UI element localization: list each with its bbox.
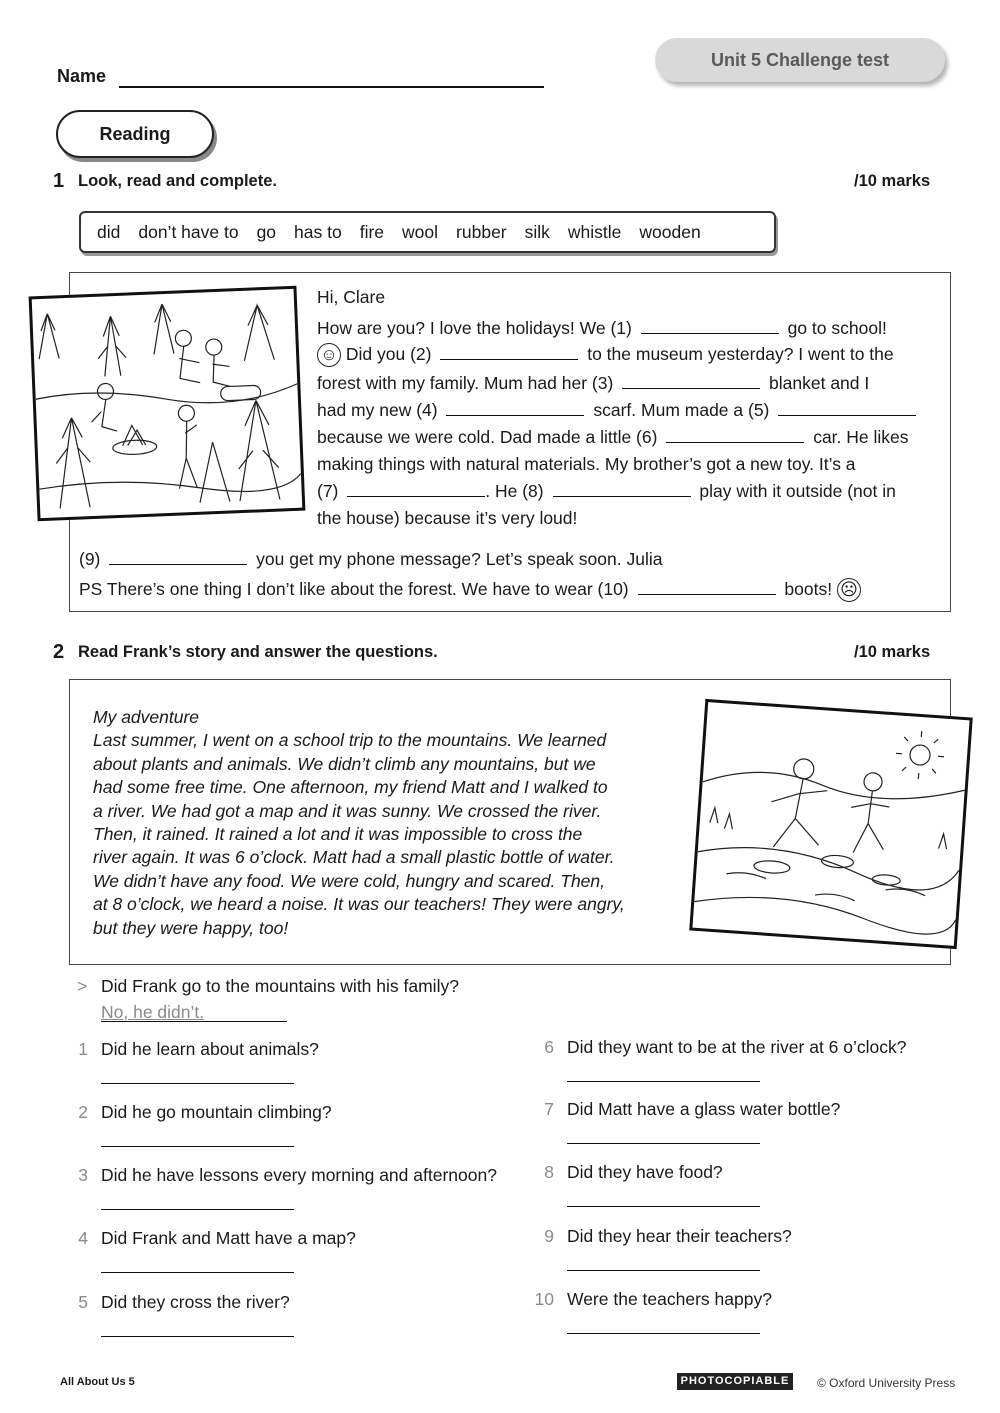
letter-line-6: making things with natural materials. My brother’s got a new toy. It’s a	[317, 454, 856, 474]
letter-line-2	[317, 341, 894, 368]
letter-text: Did you (2)	[345, 344, 432, 364]
letter-text: (9)	[79, 549, 101, 569]
answer-line-q3[interactable]	[101, 1209, 294, 1210]
answer-blank-3[interactable]	[622, 371, 760, 389]
reading-section-label: Reading	[56, 110, 214, 158]
letter-text: (7)	[317, 481, 339, 501]
answer-line-q5[interactable]	[101, 1336, 294, 1337]
river-crossing-drawing	[692, 702, 969, 946]
question-number: 9	[544, 1226, 554, 1246]
word-bank-item: rubber	[456, 221, 507, 242]
letter-text: had my new (4)	[317, 400, 438, 420]
question-text: Did he learn about animals?	[101, 1039, 319, 1059]
answer-line-q8[interactable]	[567, 1206, 760, 1207]
letter-text: you get my phone message? Let’s speak soon. Julia	[256, 549, 663, 569]
section-1-title: Look, read and complete.	[78, 172, 277, 190]
answer-blank-2[interactable]	[440, 342, 578, 360]
question-number: 6	[544, 1037, 554, 1057]
answer-line-q9[interactable]	[567, 1270, 760, 1271]
word-bank-item: go	[256, 221, 277, 242]
section-2-marks: /10 marks	[854, 643, 931, 661]
section-1-marks: /10 marks	[854, 172, 931, 190]
story-title: My adventure	[93, 707, 200, 727]
unit-badge: Unit 5 Challenge test	[655, 38, 945, 82]
question-text: Did Matt have a glass water bottle?	[567, 1099, 841, 1119]
story-line: Then, it rained. It rained a lot and it was impossible to cross the	[93, 824, 583, 845]
question-number: 3	[78, 1165, 88, 1185]
word-bank-item: did	[97, 221, 121, 242]
letter-line-4	[317, 397, 916, 424]
story-text	[93, 706, 693, 940]
answer-blank-1[interactable]	[641, 316, 779, 334]
forest-campfire-illustration	[29, 286, 306, 522]
letter-line-7	[317, 478, 896, 505]
question-number: 10	[534, 1289, 554, 1309]
copyright-notice: © Oxford University Press	[817, 1376, 956, 1390]
footer-book-title: All About Us 5	[60, 1376, 135, 1388]
question-text: Were the teachers happy?	[567, 1289, 772, 1309]
example-answer-line	[101, 1021, 287, 1022]
answer-line-q6[interactable]	[567, 1081, 760, 1082]
answer-line-q1[interactable]	[101, 1083, 294, 1084]
word-bank-item: fire	[359, 221, 385, 242]
letter-line-9	[79, 546, 662, 573]
letter-text: . He (8)	[485, 481, 544, 501]
example-marker: >	[77, 976, 88, 996]
question-number: 4	[78, 1228, 88, 1248]
letter-line-5	[317, 424, 909, 451]
word-bank	[79, 211, 776, 253]
forest-campfire-drawing	[32, 289, 303, 518]
river-crossing-illustration	[689, 699, 973, 949]
question-text: Did Frank and Matt have a map?	[101, 1228, 356, 1248]
word-bank-item: wooden	[639, 221, 701, 242]
letter-line-1	[317, 315, 887, 342]
letter-text: scarf. Mum made a (5)	[593, 400, 770, 420]
question-number: 1	[78, 1039, 88, 1059]
letter-text: because we were cold. Dad made a little (6)	[317, 427, 658, 447]
letter-line-8: the house) because it’s very loud!	[317, 508, 578, 528]
answer-blank-5[interactable]	[778, 398, 916, 416]
story-line: a river. We had got a map and it was sunny. We crossed the river.	[93, 800, 602, 821]
section-2-title: Read Frank’s story and answer the questions.	[78, 643, 438, 661]
question-text: Did they want to be at the river at 6 o’clock?	[567, 1037, 907, 1057]
letter-greeting: Hi, Clare	[317, 287, 386, 307]
answer-blank-9[interactable]	[109, 547, 247, 565]
section-2-number: 2	[53, 641, 65, 663]
answer-line-q10[interactable]	[567, 1333, 760, 1334]
letter-text: forest with my family. Mum had her (3)	[317, 373, 614, 393]
word-bank-item: don’t have to	[138, 221, 239, 242]
question-text: Did he have lessons every morning and afternoon?	[101, 1165, 497, 1185]
example-question: Did Frank go to the mountains with his family?	[101, 976, 459, 996]
answer-line-q2[interactable]	[101, 1146, 294, 1147]
story-line: had some free time. One afternoon, my friend Matt and I walked to	[93, 777, 608, 798]
question-number: 8	[544, 1162, 554, 1182]
name-label: Name	[57, 66, 107, 86]
section-1-number: 1	[53, 170, 65, 192]
story-line: We didn’t have any food. We were cold, hungry and scared. Then,	[93, 870, 606, 891]
letter-line-10	[79, 576, 861, 603]
letter-text: How are you? I love the holidays! We (1)	[317, 318, 632, 338]
answer-blank-8[interactable]	[553, 479, 691, 497]
question-text: Did they have food?	[567, 1162, 723, 1182]
answer-line-q4[interactable]	[101, 1272, 294, 1273]
question-text: Did they cross the river?	[101, 1292, 290, 1312]
story-line: about plants and animals. We didn’t climb any mountains, but we	[93, 753, 596, 774]
sad-face-icon: ☹	[837, 578, 861, 602]
letter-text: boots!	[784, 579, 833, 599]
answer-blank-6[interactable]	[666, 425, 804, 443]
word-bank-item: has to	[294, 221, 342, 242]
letter-text: car. He likes	[813, 427, 909, 447]
letter-text: PS There’s one thing I don’t like about the forest. We have to wear (10)	[79, 579, 629, 599]
word-bank-item: whistle	[567, 221, 622, 242]
question-number: 7	[544, 1099, 554, 1119]
answer-blank-10[interactable]	[638, 577, 776, 595]
story-line: river again. It was 6 o’clock. Matt had a small plastic bottle of water.	[93, 847, 615, 868]
example-answer: No, he didn’t.	[101, 1002, 205, 1022]
question-text: Did he go mountain climbing?	[101, 1102, 332, 1122]
story-line: at 8 o’clock, we heard a noise. It was our teachers! They were angry,	[93, 894, 625, 915]
answer-blank-7[interactable]	[347, 479, 485, 497]
answer-blank-4[interactable]	[446, 398, 584, 416]
letter-text: go to school!	[787, 318, 887, 338]
name-field[interactable]	[119, 86, 544, 88]
question-number: 2	[78, 1102, 88, 1122]
story-line: but they were happy, too!	[93, 917, 289, 938]
letter-text: play with it outside (not in	[699, 481, 896, 501]
story-line: Last summer, I went on a school trip to the mountains. We learned	[93, 730, 607, 751]
letter-text: to the museum yesterday? I went to the	[587, 344, 894, 364]
word-bank-item: wool	[402, 221, 439, 242]
answer-line-q7[interactable]	[567, 1143, 760, 1144]
question-text: Did they hear their teachers?	[567, 1226, 792, 1246]
question-number: 5	[78, 1292, 88, 1312]
letter-line-3	[317, 370, 869, 397]
word-bank-item: silk	[524, 221, 550, 242]
photocopiable-badge: PHOTOCOPIABLE	[677, 1373, 793, 1390]
letter-text: blanket and I	[769, 373, 870, 393]
smiley-face-icon: ☺	[317, 343, 341, 367]
